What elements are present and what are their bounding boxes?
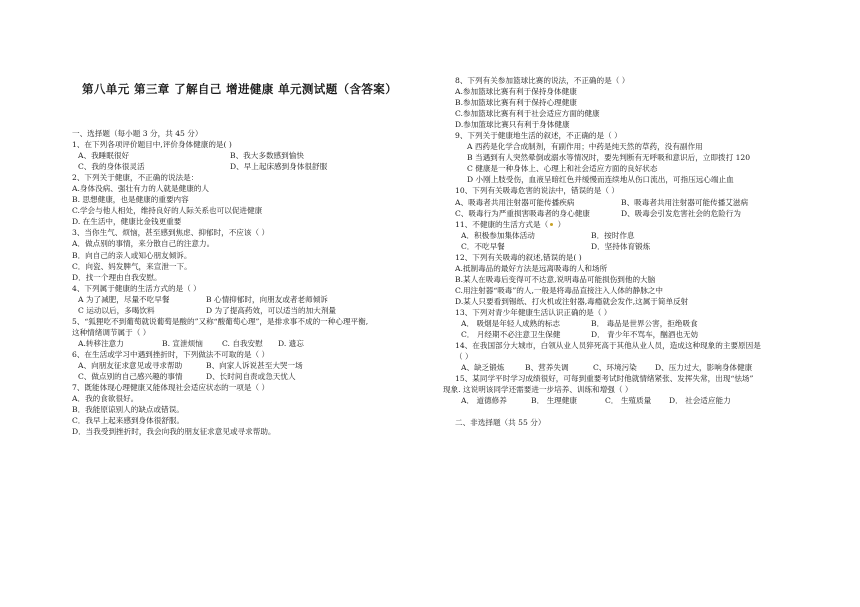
q1-option-a: A、我睡眠很好 [78,151,130,161]
section-2-heading: 二、非选择题（共 55 分） [455,418,546,428]
question-14-line-1: 14、在我国部分大城市，白领从业人员猝死高于其他从业人员，造成这种现象的主要原因是 [455,341,761,351]
document-title: 第八单元 第三章 了解自己 增进健康 单元测试题（含答案） [82,82,398,96]
question-10-options-row-1 [455,197,795,208]
q10-option-d: D、吸毒会引发危害社会的危险行为 [621,208,741,218]
q4-option-a: A 为了减肥，尽量不吃早餐 [78,294,170,304]
q2-option-d: D. 在生活中，健康比金钱更重要 [72,217,182,227]
q7-option-d: D．当我受到挫折时，我会向我的朋友征求意见或寻求帮助。 [72,427,276,437]
q6-option-d: D、长时间自责或急天忧人 [206,372,296,382]
left-column [72,128,438,437]
question-5-line-1: 5、“狐狸吃不到葡萄就说葡萄是酸的”又称“酸葡萄心理”，是排求事不成的一种心理平衡, [72,316,369,326]
question-10-options-row-2 [455,208,795,219]
q5-option-c: C. 自我安慰 [222,338,263,348]
q10-option-b: B、吸毒者共用注射器可能传播艾滋病 [621,197,749,207]
q14-option-c: C、环境污染 [593,363,637,373]
q5-option-a: A.转移注意力 [78,338,124,348]
q3-option-c: C．向瓷、妈发脾气，来宣泄一下。 [72,261,192,271]
q13-option-d: D． 青少年不骂车，酗酒也无妨 [591,330,699,340]
q11-option-b: B．按时作息 [591,230,635,240]
q2-option-c: C.学会与他人相处，维持良好的人际关系也可以促进健康 [72,206,263,216]
q6-option-b: B、向家人诉说甚至大哭一场 [206,360,303,370]
question-1-options-row-1 [72,150,438,161]
question-6-options-row-1 [72,360,438,371]
q7-option-c: C．我早上起来感到身体很舒服。 [72,416,185,426]
question-13-options-row-1 [455,318,795,329]
question-4-options-row-2 [72,305,438,316]
q5-option-b: B. 宣泄烦恼 [162,338,203,348]
question-15-line-2: 现象. 这说明该同学还需要进一步培养、训练和增强（ ） [443,385,633,395]
q14-option-d: D、压力过大，影响身体健康 [655,363,753,373]
q15-option-d: D． 社会适应能力 [669,396,731,406]
q11-option-a: A．积极参加集体活动 [461,230,535,240]
question-11 [455,219,795,230]
q1-option-d: D、早上起床感到身体很舒服 [230,162,328,172]
q12-option-a: A.抵制毒品的最好方法是远离吸毒的人和场所 [455,263,608,273]
q9-option-d: D 小刚上肢受伤，血液呈暗红色并缓慢而连续地从伤口流出，可指压远心端止血 [467,175,734,185]
q14-option-a: A、缺乏锻炼 [461,363,505,373]
question-6: 6、在生活或学习中遇到挫折时，下列做法不可取的是（ ） [72,349,270,359]
q10-option-a: A、吸毒者共用注射器可能传播疾病 [455,197,575,207]
q9-option-c: C 健康是一种身体上、心理上和社会适应方面的良好状态 [467,164,658,174]
question-2: 2、下列关于健康，不正确的说法是： [72,173,199,183]
q13-option-a: A． 吸烟是年轻人成熟的标志 [461,319,561,329]
question-6-options-row-2 [72,371,438,382]
q13-option-b: B． 毒品是世界公害，拒绝吸食 [591,319,698,329]
q6-option-c: C、做点别的自己感兴趣的事情 [78,372,183,382]
q5-option-d: D. 遗忘 [278,338,304,348]
q12-option-d: D.某人只要看到锡纸、打火机或注射器,毒瘾就会发作,这属于简单反射 [455,296,689,306]
q3-option-d: D．找一个理由自我安慰。 [72,272,162,282]
q4-option-c: C 运动以后，多喝饮料 [78,305,155,315]
q9-option-a: A 西药是化学合成制剂，有副作用；中药是纯天然的草药，没有副作用 [467,142,703,152]
question-4-options-row-1 [72,294,438,305]
q8-option-c: C.参加篮球比赛有利于社会适应方面的健康 [455,109,600,119]
q4-option-d: D 为了提高药效，可以适当的加大剂量 [206,305,337,315]
spacer [455,406,795,417]
question-11-paren: ） [555,219,566,229]
question-15-line-1: 15、某同学平时学习成绩很好，可每到重要考试时他就情绪紧张、发挥失常，出现“怯场” [455,374,754,384]
q4-option-b: B 心情抑郁时，向朋友或者老师倾诉 [206,294,328,304]
q13-option-c: C． 月经期不必注意卫生保健 [461,330,561,340]
q8-option-a: A.参加篮球比赛有利于保持身体健康 [455,87,577,97]
question-7: 7、既能体现心理健康又能体现社会适应状态的一项是（ ） [72,383,270,393]
question-10: 10、下列有关吸毒危害的说法中，错误的是（ ） [455,186,619,196]
question-9: 9、下列关于健康地生活的叙述，不正确的是（ ） [455,131,622,141]
q11-option-d: D．坚持体育锻炼 [591,241,651,251]
question-13: 13、下列对青少年健康生活认识正确的是（ ） [455,307,612,317]
q7-option-b: B．我能原谅别人的缺点或错误。 [72,405,184,415]
question-1-options-row-2 [72,161,438,172]
q8-option-b: B.参加篮球比赛有利于保持心理健康 [455,98,577,108]
question-3: 3、当你生气、烦恼，甚至感到焦虑、抑郁时，不应该（ ） [72,228,270,238]
q3-option-a: A．做点别的事情，来分散自己的注意力。 [72,239,215,249]
q12-option-c: C.用注射器“吸毒”的人,一般是将毒品直接注入人体的静脉之中 [455,285,663,295]
question-14-options [455,362,795,373]
q15-option-a: A． 道德修养 [461,396,507,406]
q2-option-b: B. 思想健康，也是健康的重要内容 [72,195,189,205]
section-1-heading: 一、选择题（每小题 3 分，共 45 分） [72,129,203,138]
q1-option-c: C、我的身体很灵活 [78,162,145,172]
q12-option-b: B.某人在吸毒后变得可不达意,说明毒品可能损伤到他的大脑 [455,274,656,284]
question-11-options-row-1 [455,230,795,241]
q3-option-b: B．向自己的亲人或知心朋友倾诉。 [72,250,192,260]
q1-option-b: B、我大多数感到愉快 [230,151,304,161]
q7-option-a: A．我的食欲很好。 [72,394,139,404]
q15-option-c: C． 生殖质量 [605,396,652,406]
question-8: 8、下列有关参加篮球比赛的说法，不正确的是（ ） [455,76,630,85]
right-column [443,75,795,429]
question-13-options-row-2 [455,329,795,340]
question-5-options [72,338,438,349]
question-4: 4、下列属于健康的生活方式的是（ ） [72,283,201,293]
q10-option-c: C、吸毒行为严重损害吸毒者的身心健康 [455,208,590,218]
highlight-dot-icon [550,223,553,226]
question-1: 1、在下列各项评价题目中,评价身体健康的是( ) [72,140,232,150]
question-11-text: 11、不健康的生活方式是（ [455,219,549,229]
question-11-options-row-2 [455,241,795,252]
question-5-line-2: 这种情绪调节属于（ ） [72,327,151,337]
q2-option-a: A.身体没病、强壮有力的人就是健康的人 [72,184,209,194]
q15-option-b: B． 生理健康 [531,396,577,406]
q8-option-d: D.参加篮球比赛只有利于身体健康 [455,120,570,130]
q6-option-a: A、向朋友征求意见或寻求帮助 [78,360,183,370]
question-15-options [455,395,795,406]
q14-option-b: B、营养失调 [525,363,569,373]
q11-option-c: C．不吃早餐 [461,241,505,251]
q9-option-b: B 当遇到有人突然晕倒或溺水等情况时，要先判断有无呼吸和意识后，立即拨打 120 [467,153,751,163]
question-14-line-2: （ ） [455,352,473,362]
question-12: 12、下列有关吸毒的叙述,错误的是( ) [455,252,582,262]
